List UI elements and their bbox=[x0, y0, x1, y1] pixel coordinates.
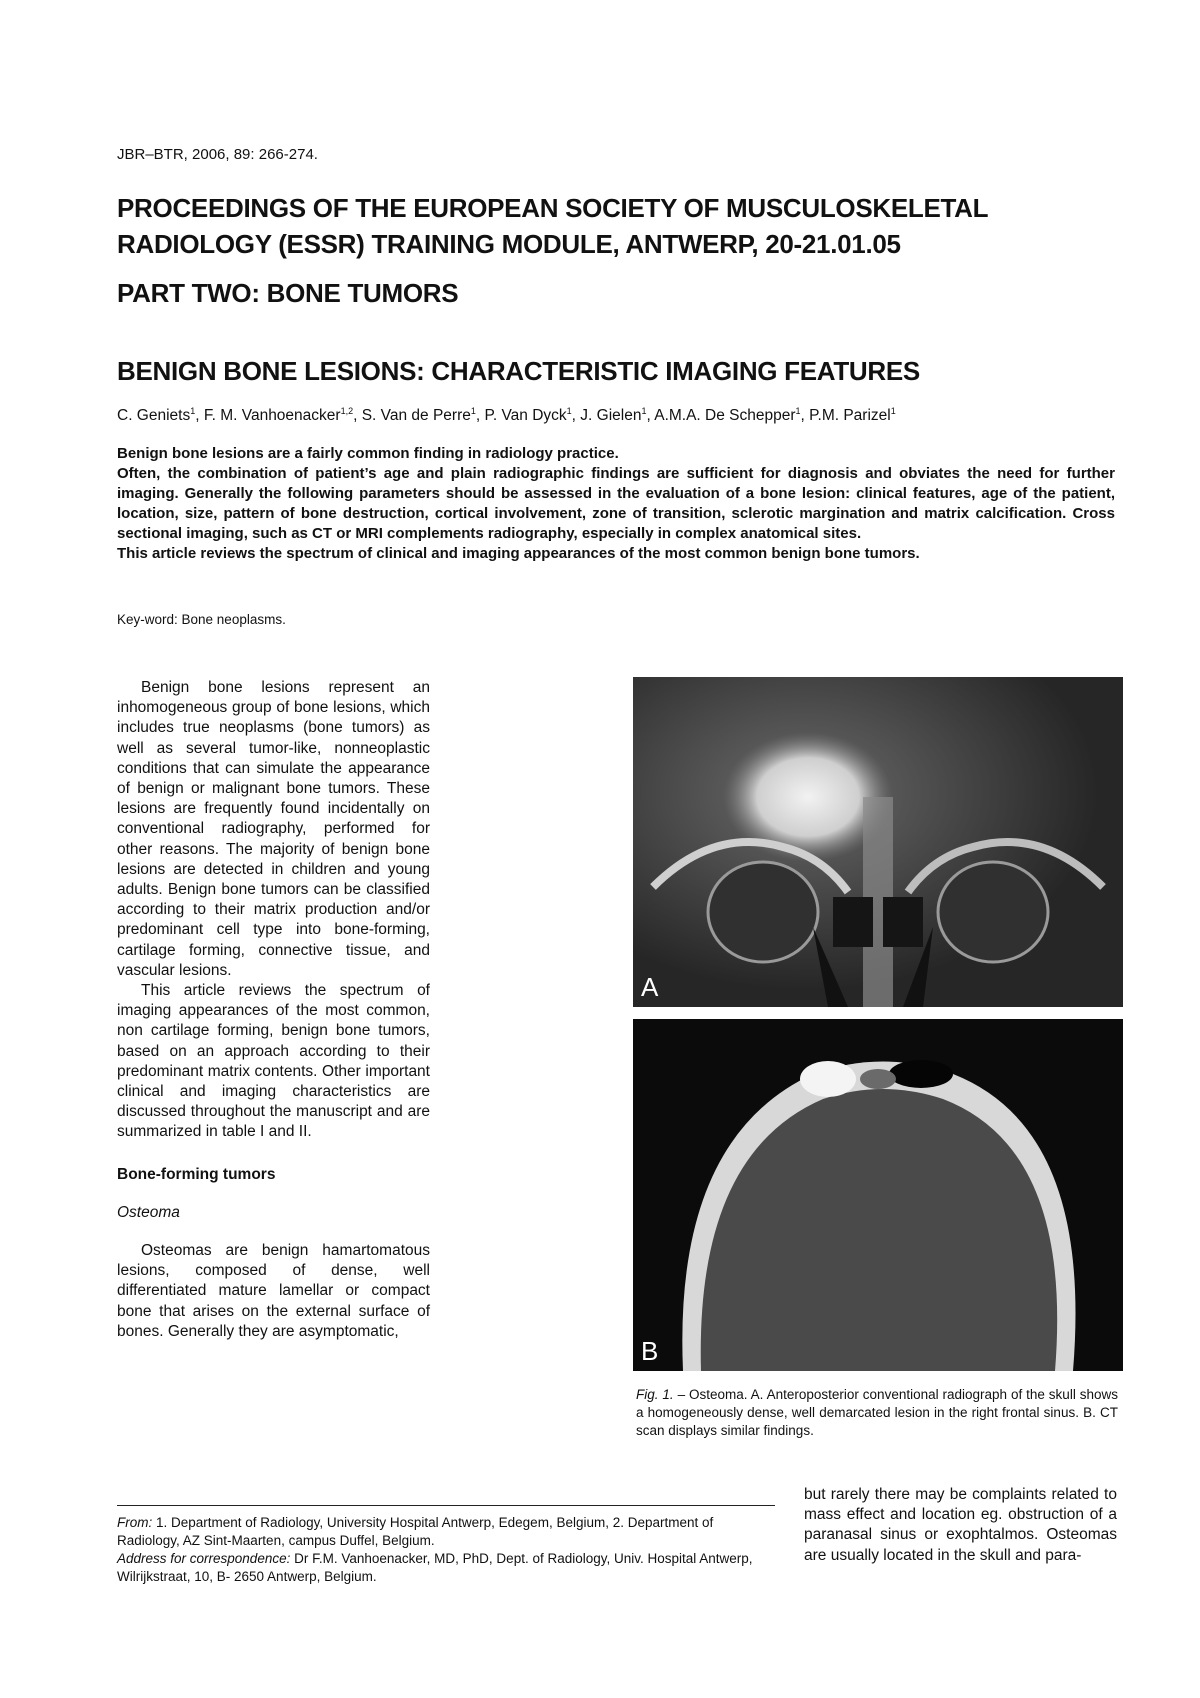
ct-scan-image bbox=[633, 1019, 1123, 1371]
author: J. Gielen$^1$ bbox=[580, 406, 647, 425]
keywords: Key-word: Bone neoplasms. bbox=[117, 612, 286, 627]
body-paragraph: This article reviews the spectrum of imaging appearances of the most common, non cartilage forming, benign bone tumors, based on an approach according to their predominant matrix contents. Other important clinical and imaging characteristics are discussed throughout the manuscript and are summarized in table I and II. bbox=[117, 982, 430, 1141]
body-paragraph: Benign bone lesions represent an inhomogeneous group of bone lesions, which includes true neoplasms (bone tumors) as well as several tumor-like, nonneoplastic conditions that can simulate the appearance of benign or malignant bone tumors. These lesions are frequently found incidentally on conventional radiography, performed for other reasons. The majority of benign bone lesions are detected in children and young adults. Benign bone tumors can be classified according to their matrix production and/or predominant cell type into bone-forming, cartilage forming, connective tissue, and vascular lesions. bbox=[117, 679, 430, 979]
body-column-right: but rarely there may be complaints related to mass effect and location eg. obstruction of a paranasal sinus or exophtalmos. Osteomas are usually located in the skull and para- bbox=[804, 1486, 1117, 1564]
author: P.M. Parizel$^1$ bbox=[809, 406, 896, 425]
footnote bbox=[117, 1514, 777, 1586]
caption-figure-number: Fig. 1. bbox=[636, 1387, 674, 1402]
citation: JBR–BTR, 2006, 89: 266-274. bbox=[117, 146, 318, 163]
figure-caption bbox=[636, 1386, 1118, 1440]
body-paragraph: Osteomas are benign hamartomatous lesions, composed of dense, well differentiated mature lamellar or compact bone that arises on the external surface of bones. Generally they are asymptomatic, bbox=[117, 1242, 430, 1340]
body-column-left bbox=[117, 678, 430, 1342]
subsection-heading: Osteoma bbox=[117, 1203, 180, 1221]
footnote-divider bbox=[117, 1505, 775, 1506]
figure-1a-radiograph bbox=[633, 677, 1123, 1007]
abstract-sentence: This article reviews the spectrum of clinical and imaging appearances of the most common benign bone tumors. bbox=[117, 545, 920, 562]
affiliations: From: 1. Department of Radiology, University Hospital Antwerp, Edegem, Belgium, 2. Department of Radiology, AZ Sint-Maarten, campus Duffel, Belgium. bbox=[117, 1515, 714, 1548]
caption-text: – Osteoma. A. Anteroposterior conventional radiograph of the skull shows a homogeneously dense, well demarcated lesion in the right frontal sinus. B. CT scan displays similar findings. bbox=[636, 1387, 1118, 1438]
part-title: PART TWO: BONE TUMORS bbox=[117, 278, 459, 308]
abstract bbox=[117, 444, 1115, 564]
proceedings-title bbox=[117, 190, 1097, 262]
radiograph-image bbox=[633, 677, 1123, 1007]
figure-label-b: B bbox=[641, 1336, 659, 1366]
author: S. Van de Perre$^1$ bbox=[361, 406, 476, 425]
author-list: C. Geniets$^1$, F. M. Vanhoenacker$^{1,2}$, S. Van de Perre$^1$, P. Van Dyck$^1$, J. Gielen$^1$, A.M.A. De Schepper$^1$, P.M. Parizel$^1$ bbox=[117, 406, 896, 425]
proceedings-title-line2: RADIOLOGY (ESSR) TRAINING MODULE, ANTWERP, 20-21.01.05 bbox=[117, 229, 901, 259]
author: A.M.A. De Schepper$^1$ bbox=[654, 406, 801, 425]
article-title: BENIGN BONE LESIONS: CHARACTERISTIC IMAGING FEATURES bbox=[117, 356, 920, 386]
abstract-paragraph: Often, the combination of patient’s age and plain radiographic findings are sufficient for diagnosis and obviates the need for further imaging. Generally the following parameters should be assessed in the evaluation of a bone lesion: clinical features, age of the patient, location, size, pattern of bone destruction, cortical involvement, zone of transition, sclerotic margination and matrix calcification. Cross sectional imaging, such as CT or MRI complements radiography, especially in complex anatomical sites. bbox=[117, 465, 1115, 542]
proceedings-title-line1: PROCEEDINGS OF THE EUROPEAN SOCIETY OF MUSCULOSKELETAL bbox=[117, 193, 989, 223]
figure-label-a: A bbox=[641, 972, 659, 1002]
author: P. Van Dyck$^1$ bbox=[484, 406, 572, 425]
section-heading: Bone-forming tumors bbox=[117, 1165, 276, 1183]
author: C. Geniets$^1$ bbox=[117, 406, 196, 425]
author: F. M. Vanhoenacker$^{1,2}$ bbox=[203, 406, 354, 425]
figure-1b-ct-scan bbox=[633, 1019, 1123, 1371]
abstract-sentence: Benign bone lesions are a fairly common finding in radiology practice. bbox=[117, 445, 619, 462]
correspondence-address: Address for correspondence: Dr F.M. Vanhoenacker, MD, PhD, Dept. of Radiology, Univ. Hospital Antwerp, Wilrijkstraat, 10, B- 2650 Antwerp, Belgium. bbox=[117, 1551, 753, 1584]
